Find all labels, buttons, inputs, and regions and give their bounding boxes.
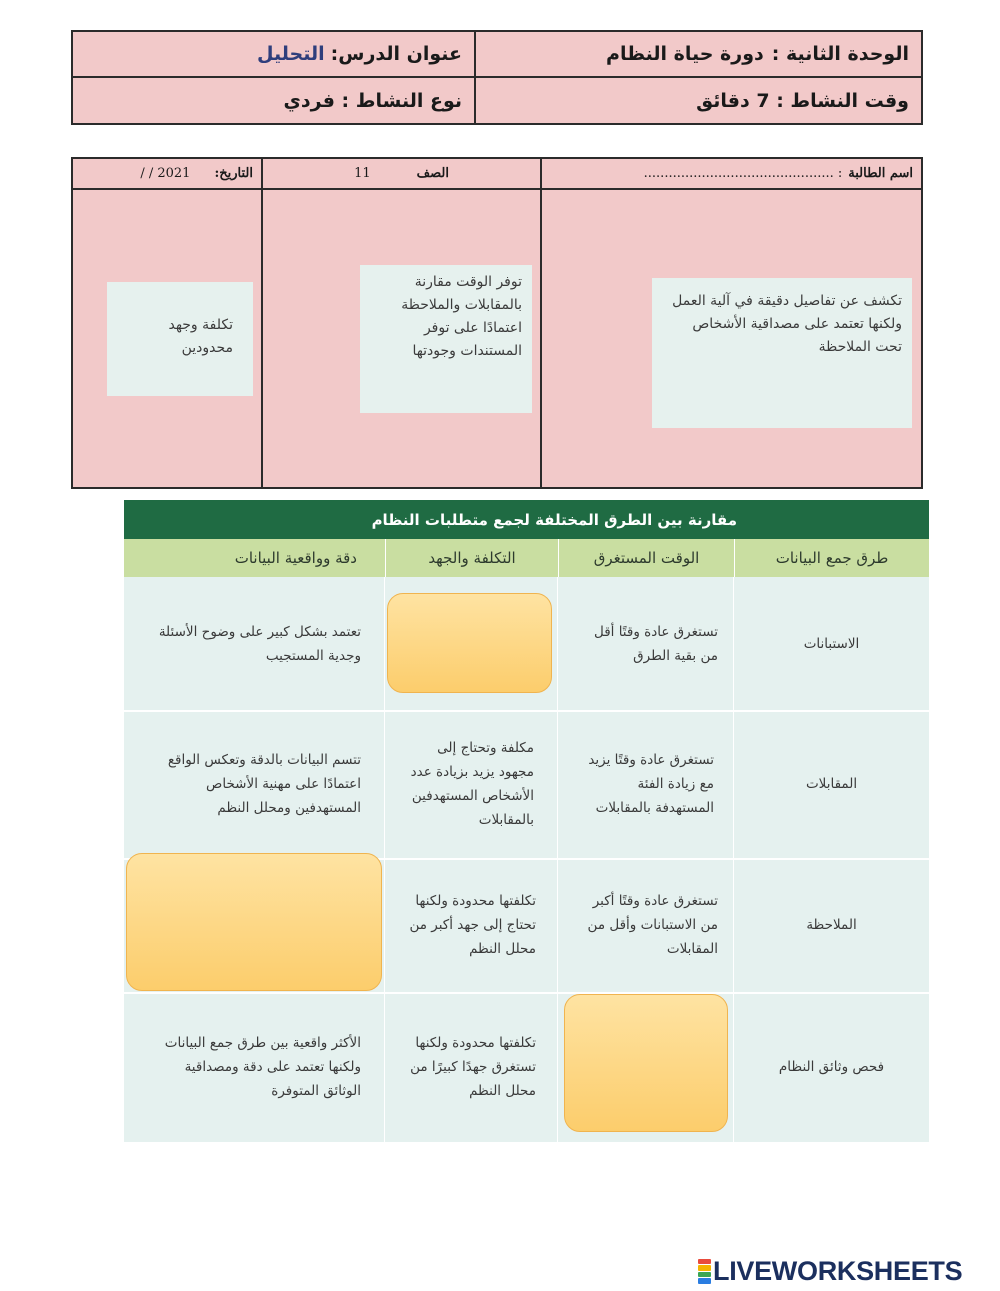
logo-text: LIVEWORKSHEETS — [713, 1255, 963, 1286]
note-text: تكلفة وجهد محدودين — [168, 317, 233, 356]
date-cell — [73, 159, 261, 188]
unit-cell — [474, 32, 921, 76]
method-questionnaires: الاستبانات — [803, 635, 860, 652]
unit-label: الوحدة الثانية : — [771, 43, 909, 65]
method-interviews: المقابلات — [805, 776, 858, 792]
time-questionnaires: تستغرق عادة وقتًا أقل من بقية الطرق — [593, 623, 718, 664]
student-name-label: اسم الطالبة — [848, 166, 913, 181]
student-name-cell — [540, 159, 921, 188]
student-table — [71, 157, 923, 489]
logo-mark-bar — [698, 1272, 711, 1278]
date-value: / / 2021 — [140, 166, 191, 181]
answer-box-accuracy-observation[interactable] — [126, 853, 382, 991]
student-name-value[interactable]: : .............................................. — [643, 166, 843, 181]
accuracy-document-review: الأكثر واقعية بين طرق جمع البيانات ولكنها تعتمد على دقة ومصداقية الوثائق المتوفرة — [164, 1035, 361, 1099]
logo-mark-icon — [698, 1258, 711, 1284]
cost-document-review: تكلفتها محدودة ولكنها تستغرق جهدًا كبيرًا من محلل النظم — [410, 1035, 536, 1099]
student-info-row — [73, 159, 921, 190]
note-card-documents[interactable] — [360, 265, 532, 413]
header-accuracy: دقة وواقعية البيانات — [234, 549, 357, 567]
notes-cell-3 — [73, 190, 263, 487]
lesson-cell — [73, 32, 474, 76]
header-time: الوقت المستغرق — [558, 539, 734, 577]
header-methods: طرق جمع البيانات — [734, 539, 929, 577]
comparison-table — [124, 500, 929, 1142]
note-card-observation[interactable] — [652, 278, 912, 428]
comparison-body — [124, 577, 929, 1142]
notes-cell-2 — [261, 190, 540, 487]
time-cell — [474, 78, 921, 123]
header-table — [71, 30, 923, 125]
notes-cell-1 — [540, 190, 921, 487]
grade-value: 11 — [354, 166, 371, 181]
method-observation: الملاحظة — [806, 917, 857, 933]
note-card-questionnaire[interactable] — [107, 282, 253, 396]
note-text: توفر الوقت مقارنة بالمقابلات والملاحظة اعتمادًا على توفر المستندات وجودتها — [401, 274, 522, 359]
time-interviews: تستغرق عادة وقتًا يزيد مع زيادة الفئة المستهدفة بالمقابلات — [588, 752, 714, 816]
cost-observation: تكلفتها محدودة ولكنها تحتاج إلى جهد أكبر من محلل النظم — [409, 893, 536, 957]
comparison-title: مقارنة بين الطرق المختلفة لجمع متطلبات النظام — [124, 500, 929, 539]
cost-interviews: مكلفة وتحتاج إلى مجهود يزيد بزيادة عدد الأشخاص المستهدفين بالمقابلات — [410, 740, 534, 828]
answer-box-time-document-review[interactable] — [564, 994, 728, 1132]
logo-mark-bar — [698, 1265, 711, 1271]
accuracy-interviews: تتسم البيانات بالدقة وتعكس الواقع اعتمادًا على مهنية الأشخاص المستهدفين ومحلل النظم — [167, 752, 361, 816]
header-row-2 — [73, 78, 921, 123]
comparison-header-row — [124, 539, 929, 577]
lesson-value: التحليل — [257, 43, 325, 65]
time-label: وقت النشاط : 7 دقائق — [696, 89, 909, 112]
type-label: نوع النشاط : فردي — [283, 89, 462, 112]
type-cell — [73, 78, 474, 123]
time-observation: تستغرق عادة وقتًا أكبر من الاستبانات وأقل من المقابلات — [587, 893, 718, 957]
logo-mark-bar — [698, 1278, 711, 1284]
lesson-label: عنوان الدرس: — [330, 43, 462, 65]
grade-cell — [261, 159, 540, 188]
answer-box-cost-questionnaires[interactable] — [387, 593, 552, 693]
logo-mark-bar — [698, 1259, 711, 1265]
date-label: التاريخ: — [214, 166, 253, 181]
note-text: تكشف عن تفاصيل دقيقة في آلية العمل ولكنها تعتمد على مصداقية الأشخاص تحت الملاحظة — [672, 293, 902, 355]
liveworksheets-logo[interactable] — [698, 1257, 962, 1285]
notes-row — [73, 190, 921, 487]
header-cost: التكلفة والجهد — [385, 539, 558, 577]
accuracy-questionnaires: تعتمد بشكل كبير على وضوح الأسئلة وجدية المستجيب — [158, 623, 361, 664]
unit-value: دورة حياة النظام — [606, 43, 764, 65]
method-document-review: فحص وثائق النظام — [778, 1059, 885, 1075]
grade-label: الصف — [416, 166, 449, 181]
header-row-1 — [73, 32, 921, 78]
